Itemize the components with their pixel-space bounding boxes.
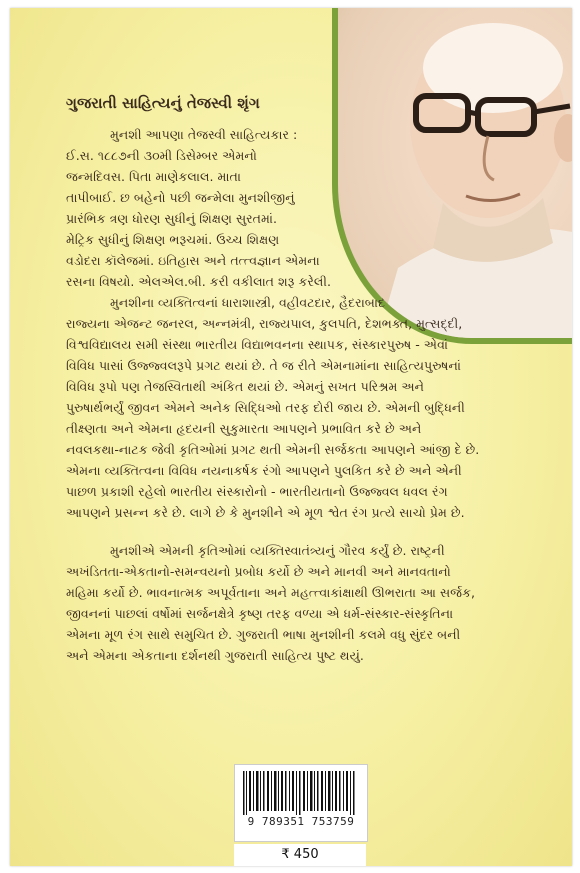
text-line: પુરુષાર્થભર્યું જીવન એમને અનેક સિદ્ધિઓ તરફ દોરી જાય છે. એમની બુદ્ધિની: [66, 400, 465, 415]
text-line: આપણને પ્રસન્ન કરે છે. લાગે છે કે મુનશીને એ મૂળ શ્વેત રંગ પ્રત્યે સાચો પ્રેમ છે.: [66, 505, 465, 520]
text-line: મુનશીએ એમની કૃતિઓમાં વ્યક્તિસ્વાતંત્ર્યનું ગૌરવ કર્યું છે. રાષ્ટ્રની: [110, 543, 445, 558]
text-line: અને એમના એકતાના દર્શનથી ગુજરાતી સાહિત્ય પુષ્ટ થયું.: [66, 648, 364, 663]
text-line: એમના વ્યક્તિત્વના વિવિધ નયનાકર્ષક રંગો આપણને પુલકિત કરે છે અને એની: [66, 463, 462, 478]
text-line: અખંડિતતા-એકતાનો-સમન્વયનો પ્રબોધ કર્યો છે અને માનવી અને માનવતાનો: [66, 564, 451, 579]
text-line: ઈ.સ. ૧૮૮૭ની ૩૦મી ડિસેમ્બર એમનો: [66, 148, 257, 163]
price-label: ₹ 450: [234, 844, 366, 866]
text-line: તાપીબાઈ. છ બહેનો પછી જન્મેલા મુનશીજીનું: [66, 190, 295, 205]
paragraph-3: [66, 540, 572, 666]
text-line: જીવનનાં પાછલાં વર્ષોમાં સર્જનક્ષેત્રે કૃષ્ણ તરફ વળ્યા એ ધર્મ-સંસ્કાર-સંસ્કૃતિના: [66, 606, 454, 621]
text-line: વિશ્વવિદ્યાલય સમી સંસ્થા ભારતીય વિદ્યાભવનના સ્થાપક, સંસ્કારપુરુષ - એવાં: [66, 337, 449, 352]
book-back-cover: [10, 8, 572, 866]
text-line: રસના વિષયો. એલએલ.બી. કરી વકીલાત શરૂ કરેલી.: [66, 274, 331, 289]
text-line: મુનશી આપણા તેજસ્વી સાહિત્યકાર :: [110, 127, 298, 142]
text-line: રાજ્યના એજન્ટ જનરલ, અન્નમંત્રી, રાજ્યપાલ, કુલપતિ, દેશભક્ત, મુત્સદ્દી,: [66, 316, 463, 331]
paragraph-2: [66, 292, 572, 523]
text-line: નવલકથા-નાટક જેવી કૃતિઓમાં પ્રગટ થતી એમની સર્જકતા આપણને આંજી દે છે.: [66, 442, 480, 457]
text-line: એમના મૂળ રંગ સાથે સમુચિત છે. ગુજરાતી ભાષા મુનશીની કલમે વધુ સુંદર બની: [66, 627, 461, 642]
barcode-bars: [241, 771, 361, 815]
text-line: વડોદરા કૉલેજમાં. ઇતિહાસ અને તત્ત્વજ્ઞાન એમના: [66, 253, 320, 268]
text-line: પાછળ પ્રકાશી રહેલો ભારતીય સંસ્કારોનો - ભારતીયતાનો ઉજ્જ્વલ ધવલ રંગ: [66, 484, 448, 499]
text-line: પ્રારંભિક ત્રણ ધોરણ સુધીનું શિક્ષણ સુરતમાં.: [66, 211, 277, 226]
paragraph-1: [66, 124, 572, 292]
text-line: મેટ્રિક સુધીનું શિક્ષણ ભરૂચમાં. ઉચ્ચ શિક્ષણ: [66, 232, 280, 247]
text-line: જન્મદિવસ. પિતા માણેકલાલ. માતા: [66, 169, 241, 184]
text-line: મુનશીના વ્યક્તિત્વનાં ધારાશાસ્ત્રી, વહીવટદાર, હૈદરાબાદ: [110, 295, 386, 310]
text-line: વિવિધ રૂપો પણ તેજસ્વિતાથી અંકિત થયાં છે. એમનું સખત પરિશ્રમ અને: [66, 379, 425, 394]
text-line: તીક્ષ્ણતા અને એમના હૃદયની સુકુમારતા આપણને પ્રભાવિત કરે છે અને: [66, 421, 422, 436]
isbn-number: 9 789351 753759: [247, 815, 355, 828]
barcode: [234, 764, 368, 842]
text-line: મહિમા કર્યો છે. ભાવનાત્મક અપૂર્વતાના અને મહત્ત્વાકાંક્ષાથી ઊભરાતા આ સર્જક,: [66, 585, 475, 600]
text-line: વિવિધ પાસાં ઉજ્જ્વલરૂપે પ્રગટ થયાં છે. તે જ રીતે એમનામાંના સાહિત્યપુરુષનાં: [66, 358, 461, 373]
cover-title: ગુજરાતી સાહિત્યનું તેજસ્વી શૃંગ: [66, 94, 260, 112]
